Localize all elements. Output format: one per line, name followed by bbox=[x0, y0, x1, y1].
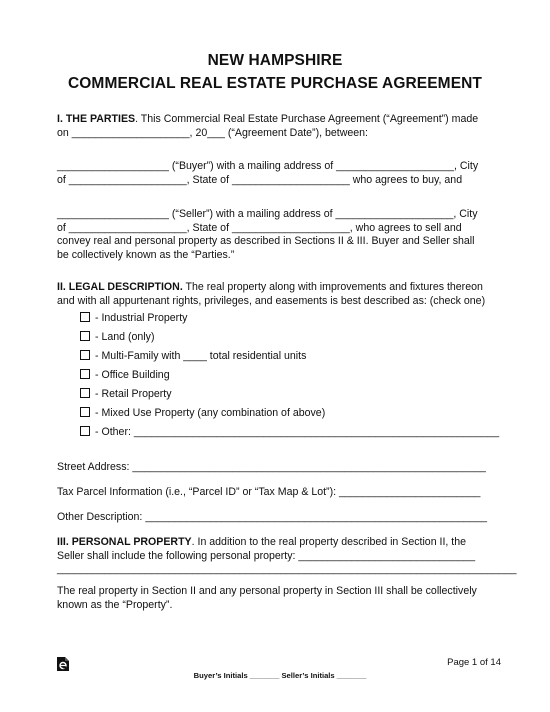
checkbox-land[interactable] bbox=[80, 331, 90, 341]
option-retail[interactable]: - Retail Property bbox=[80, 388, 172, 400]
checkbox-other[interactable] bbox=[80, 426, 90, 436]
doc-title-state: NEW HAMPSHIRE bbox=[207, 52, 343, 69]
buyer-line1: ___________________ (“Buyer”) with a mailing address of ____________________, City bbox=[57, 160, 479, 172]
seller-line2: of ____________________, State of ____________________, who agrees to sell and bbox=[57, 222, 462, 234]
property-closing-line1: The real property in Section II and any personal property in Section III shall be collectively bbox=[57, 585, 477, 597]
option-office[interactable]: - Office Building bbox=[80, 369, 170, 381]
seller-line4: be collectively known as the “Parties.” bbox=[57, 249, 235, 261]
option-multi-family[interactable]: - Multi-Family with ____ total residential units bbox=[80, 350, 306, 362]
parties-intro-line2: on ____________________, 20___ (“Agreement Date”), between: bbox=[57, 127, 368, 139]
checkbox-industrial[interactable] bbox=[80, 312, 90, 322]
seller-line1: ___________________ (“Seller”) with a mailing address of ____________________, City bbox=[57, 208, 478, 220]
personal-intro-line1: III. PERSONAL PROPERTY. In addition to the real property described in Section II, the bbox=[57, 536, 467, 548]
checkbox-retail[interactable] bbox=[80, 388, 90, 398]
page-number: Page 1 of 14 bbox=[447, 657, 501, 668]
option-other[interactable]: - Other: ______________________________________________________________ bbox=[80, 426, 499, 438]
personal-heading: III. PERSONAL PROPERTY bbox=[57, 536, 192, 548]
eforms-logo-icon bbox=[56, 656, 70, 672]
tax-parcel-field[interactable]: Tax Parcel Information (i.e., “Parcel ID” or “Tax Map & Lot”): ________________________ bbox=[57, 486, 481, 498]
checkbox-mixed-use[interactable] bbox=[80, 407, 90, 417]
legal-intro-line1: II. LEGAL DESCRIPTION. The real property along with improvements and fixtures thereon bbox=[57, 281, 483, 293]
doc-title-agreement: COMMERCIAL REAL ESTATE PURCHASE AGREEMENT bbox=[67, 75, 482, 92]
parties-heading: I. THE PARTIES bbox=[57, 113, 136, 125]
personal-property-blank[interactable]: ______________________________________________________________________________ bbox=[57, 563, 517, 575]
checkbox-multi-family[interactable] bbox=[80, 350, 90, 360]
checkbox-office[interactable] bbox=[80, 369, 90, 379]
option-land[interactable]: - Land (only) bbox=[80, 331, 154, 343]
seller-line3: convey real and personal property as described in Sections II & III. Buyer and Seller shall bbox=[57, 235, 475, 247]
legal-heading: II. LEGAL DESCRIPTION. bbox=[57, 281, 183, 293]
parties-intro-line1: I. THE PARTIES. This Commercial Real Estate Purchase Agreement (“Agreement”) made bbox=[57, 113, 479, 125]
buyer-line2: of ____________________, State of ____________________ who agrees to buy, and bbox=[57, 174, 463, 186]
initials-line[interactable]: Buyer’s Initials _______ Seller’s Initials _______ bbox=[193, 671, 367, 680]
option-mixed-use[interactable]: - Mixed Use Property (any combination of above) bbox=[80, 407, 325, 419]
option-industrial[interactable]: - Industrial Property bbox=[80, 312, 187, 324]
personal-property-field[interactable]: Seller shall include the following personal property: ______________________________ bbox=[57, 550, 476, 562]
street-address-field[interactable]: Street Address: ____________________________________________________________ bbox=[57, 461, 486, 473]
legal-intro-line2: and with all appurtenant rights, privileges, and easements is best described as: (check one) bbox=[57, 295, 486, 307]
property-closing-line2: known as the “Property”. bbox=[57, 599, 173, 611]
other-description-field[interactable]: Other Description: __________________________________________________________ bbox=[57, 511, 488, 523]
